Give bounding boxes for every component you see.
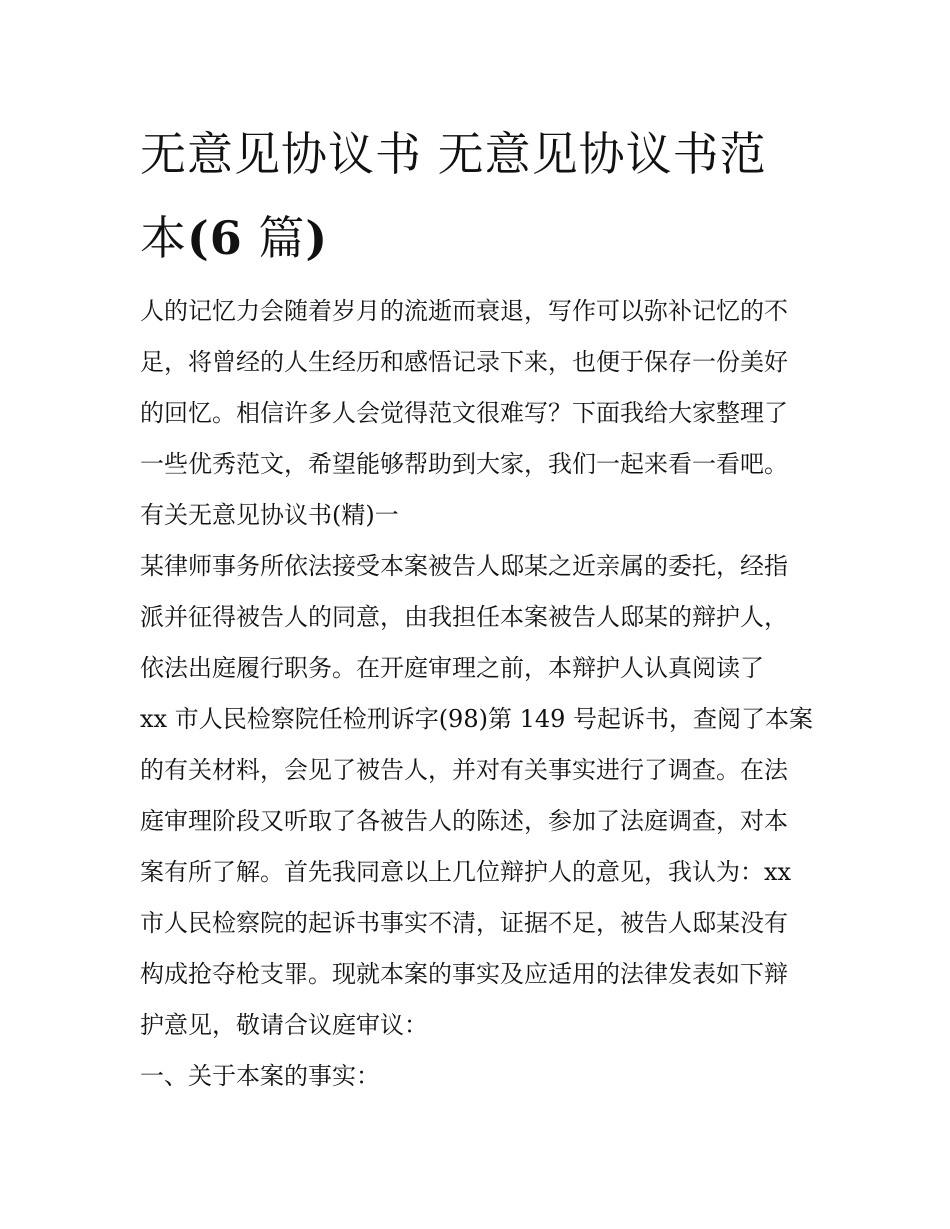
title-line-2-pre: 本 — [140, 211, 187, 265]
body-line: 的有关材料，会见了被告人，并对有关事实进行了调查。在法 — [140, 756, 788, 784]
body-line: 某律师事务所依法接受本案被告人邸某之近亲属的委托，经指 — [140, 552, 788, 580]
document-title — [140, 112, 816, 280]
body-paragraph — [140, 541, 816, 1051]
section-heading-text: 有关无意见协议书(精)一 — [140, 501, 399, 529]
title-line-2 — [140, 196, 816, 280]
body-line: 市人民检察院的起诉书事实不清，证据不足，被告人邸某没有 — [140, 909, 788, 937]
subheading-text: 一、关于本案的事实： — [140, 1062, 380, 1090]
body-line: 庭审理阶段又听取了各被告人的陈述，参加了法庭调查，对本 — [140, 807, 788, 835]
body-line: xx 市人民检察院任检刑诉字(98)第 149 号起诉书，查阅了本案 — [140, 705, 814, 733]
intro-line: 足，将曾经的人生经历和感悟记录下来，也便于保存一份美好 — [140, 348, 788, 376]
section-heading — [140, 490, 816, 541]
subheading — [140, 1051, 816, 1102]
intro-line: 人的记忆力会随着岁月的流逝而衰退，写作可以弥补记忆的不 — [140, 297, 788, 325]
title-line-1: 无意见协议书 无意见协议书范 — [140, 127, 767, 181]
intro-line: 一些优秀范文，希望能够帮助到大家，我们一起来看一看吧。 — [140, 450, 788, 478]
body-line: 派并征得被告人的同意，由我担任本案被告人邸某的辩护人， — [140, 603, 788, 631]
document-page — [140, 112, 816, 1102]
body-line: 案有所了解。首先我同意以上几位辩护人的意见，我认为：xx — [140, 858, 792, 886]
body-line: 护意见，敬请合议庭审议： — [140, 1011, 428, 1039]
title-line-2-bold: (6 — [187, 211, 243, 265]
body-line: 依法出庭履行职务。在开庭审理之前，本辩护人认真阅读了 — [140, 654, 764, 682]
intro-line: 的回忆。相信许多人会觉得范文很难写？下面我给大家整理了 — [140, 399, 788, 427]
body-line: 构成抢夺枪支罪。现就本案的事实及应适用的法律发表如下辩 — [140, 960, 788, 988]
title-line-2-bold-end: ) — [305, 211, 329, 265]
title-line-2-mid: 篇 — [242, 211, 306, 265]
intro-paragraph — [140, 286, 816, 490]
